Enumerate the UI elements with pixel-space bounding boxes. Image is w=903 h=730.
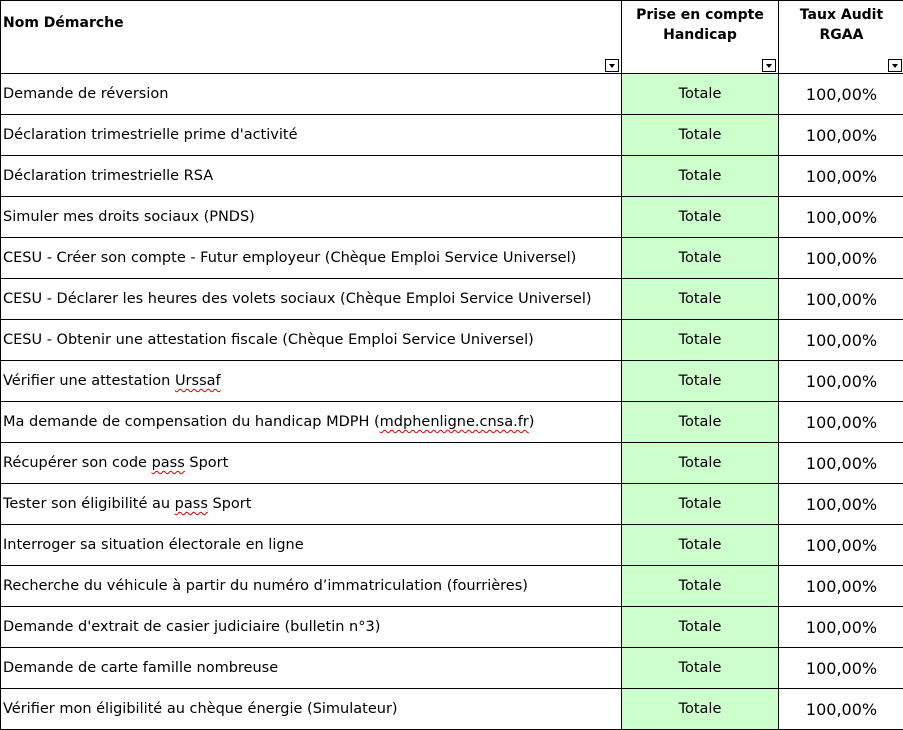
cell-handicap-status[interactable]: Totale: [622, 648, 779, 689]
cell-name-text: Déclaration trimestrielle RSA: [3, 168, 213, 184]
table-row: [1, 689, 903, 730]
cell-handicap-status[interactable]: Totale: [622, 320, 779, 361]
filter-dropdown-icon[interactable]: [605, 59, 619, 72]
table-row: [1, 238, 903, 279]
cell-name-text: Demande de réversion: [3, 86, 168, 102]
cell-name-text: Recherche du véhicule à partir du numéro d’immatriculation (fourrières): [3, 578, 528, 594]
header-row: [1, 1, 903, 74]
cell-name-text: ): [529, 414, 535, 430]
cell-name-text: CESU - Déclarer les heures des volets sociaux (Chèque Emploi Service Universel): [3, 291, 592, 307]
cell-name-text: CESU - Obtenir une attestation fiscale (Chèque Emploi Service Universel): [3, 332, 534, 348]
cell-name-text: Vérifier mon éligibilité au chèque énergie (Simulateur): [3, 701, 398, 717]
cell-rgaa-rate[interactable]: 100,00%: [779, 156, 903, 197]
table-row: [1, 197, 903, 238]
cell-name[interactable]: [1, 607, 622, 648]
table-row: [1, 402, 903, 443]
cell-name-text: Tester son éligibilité au: [3, 496, 175, 512]
column-header-rgaa[interactable]: [779, 1, 903, 74]
cell-name-text: Sport: [185, 455, 229, 471]
table-row: [1, 361, 903, 402]
cell-name[interactable]: [1, 402, 622, 443]
cell-name[interactable]: [1, 197, 622, 238]
cell-name-text: Demande de carte famille nombreuse: [3, 660, 278, 676]
cell-handicap-status[interactable]: Totale: [622, 443, 779, 484]
table-row: [1, 607, 903, 648]
cell-handicap-status[interactable]: Totale: [622, 74, 779, 115]
cell-rgaa-rate[interactable]: 100,00%: [779, 361, 903, 402]
cell-handicap-status[interactable]: Totale: [622, 402, 779, 443]
cell-rgaa-rate[interactable]: 100,00%: [779, 238, 903, 279]
table-row: [1, 484, 903, 525]
table-row: [1, 115, 903, 156]
cell-rgaa-rate[interactable]: 100,00%: [779, 197, 903, 238]
table-row: [1, 525, 903, 566]
cell-handicap-status[interactable]: Totale: [622, 238, 779, 279]
filter-dropdown-icon[interactable]: [762, 59, 776, 72]
cell-name[interactable]: [1, 115, 622, 156]
cell-rgaa-rate[interactable]: 100,00%: [779, 689, 903, 730]
cell-rgaa-rate[interactable]: 100,00%: [779, 443, 903, 484]
cell-name-text: Demande d'extrait de casier judiciaire (bulletin n°3): [3, 619, 380, 635]
spellcheck-word: pass: [152, 455, 185, 471]
table-row: [1, 279, 903, 320]
cell-handicap-status[interactable]: Totale: [622, 197, 779, 238]
cell-rgaa-rate[interactable]: 100,00%: [779, 484, 903, 525]
column-header-handicap[interactable]: [622, 1, 779, 74]
cell-rgaa-rate[interactable]: 100,00%: [779, 279, 903, 320]
cell-name[interactable]: [1, 525, 622, 566]
table-row: [1, 320, 903, 361]
cell-name[interactable]: [1, 689, 622, 730]
table-row: [1, 74, 903, 115]
filter-dropdown-icon[interactable]: [888, 59, 902, 72]
cell-name-text: Déclaration trimestrielle prime d'activité: [3, 127, 298, 143]
cell-name-text: Simuler mes droits sociaux (PNDS): [3, 209, 255, 225]
cell-handicap-status[interactable]: Totale: [622, 484, 779, 525]
cell-name[interactable]: [1, 648, 622, 689]
table-row: [1, 156, 903, 197]
cell-rgaa-rate[interactable]: 100,00%: [779, 607, 903, 648]
cell-handicap-status[interactable]: Totale: [622, 525, 779, 566]
cell-rgaa-rate[interactable]: 100,00%: [779, 566, 903, 607]
cell-handicap-status[interactable]: Totale: [622, 566, 779, 607]
column-header-name-label: Nom Démarche: [1, 1, 621, 33]
cell-name-text: Sport: [208, 496, 252, 512]
cell-name-text: Interroger sa situation électorale en ligne: [3, 537, 304, 553]
cell-name-text: Vérifier une attestation: [3, 373, 175, 389]
cell-rgaa-rate[interactable]: 100,00%: [779, 525, 903, 566]
cell-handicap-status[interactable]: Totale: [622, 607, 779, 648]
cell-rgaa-rate[interactable]: 100,00%: [779, 74, 903, 115]
cell-handicap-status[interactable]: Totale: [622, 115, 779, 156]
cell-rgaa-rate[interactable]: 100,00%: [779, 320, 903, 361]
cell-handicap-status[interactable]: Totale: [622, 156, 779, 197]
cell-handicap-status[interactable]: Totale: [622, 279, 779, 320]
cell-name[interactable]: [1, 566, 622, 607]
cell-handicap-status[interactable]: Totale: [622, 361, 779, 402]
cell-name[interactable]: [1, 443, 622, 484]
cell-name[interactable]: [1, 279, 622, 320]
cell-name[interactable]: [1, 74, 622, 115]
spellcheck-word: pass: [175, 496, 208, 512]
column-header-handicap-label: Prise en compte Handicap: [622, 1, 778, 45]
cell-rgaa-rate[interactable]: 100,00%: [779, 115, 903, 156]
table-row: [1, 566, 903, 607]
cell-name[interactable]: [1, 156, 622, 197]
cell-name[interactable]: [1, 320, 622, 361]
cell-name[interactable]: [1, 238, 622, 279]
spellcheck-word: mdphenligne.cnsa.fr: [380, 414, 529, 430]
cell-rgaa-rate[interactable]: 100,00%: [779, 402, 903, 443]
cell-name[interactable]: [1, 484, 622, 525]
cell-name[interactable]: [1, 361, 622, 402]
spellcheck-word: Urssaf: [175, 373, 221, 389]
cell-name-text: Ma demande de compensation du handicap MDPH (: [3, 414, 380, 430]
cell-name-text: CESU - Créer son compte - Futur employeur (Chèque Emploi Service Universel): [3, 250, 576, 266]
column-header-rgaa-label: Taux Audit RGAA: [779, 1, 903, 45]
column-header-name[interactable]: [1, 1, 622, 74]
table-row: [1, 648, 903, 689]
cell-name-text: Récupérer son code: [3, 455, 152, 471]
cell-handicap-status[interactable]: Totale: [622, 689, 779, 730]
cell-rgaa-rate[interactable]: 100,00%: [779, 648, 903, 689]
table-row: [1, 443, 903, 484]
